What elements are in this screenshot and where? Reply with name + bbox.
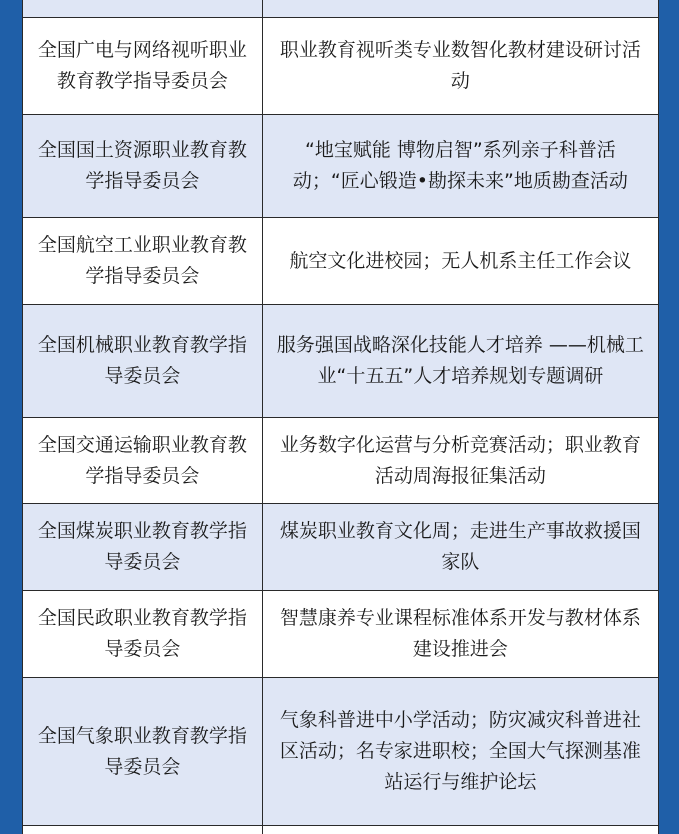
committee-activities-table [22,0,659,834]
committee-cell [23,218,263,305]
activities-cell [262,591,658,678]
table-row [23,18,659,115]
committee-name: 全国煤炭职业教育教学指导委员会 [37,520,247,573]
committee-cell [23,826,263,834]
table-row [23,504,659,591]
committee-name: 全国气象职业教育教学指导委员会 [37,724,247,778]
committee-name: 全国航空工业职业教育教学指导委员会 [37,234,247,287]
table-row [23,678,659,826]
activities-text: 气象科普进中小学活动；防灾减灾科普进社区活动；名专家进职校；全国大气探测基准站运行与维护论坛 [279,709,641,793]
committee-cell [23,591,263,678]
table-row [23,826,659,834]
committee-cell [23,0,263,18]
activities-cell [262,504,658,591]
activities-cell [262,115,658,218]
activities-text: 航空文化进校园；无人机系主任工作会议 [289,249,632,272]
committee-name: 全国国土资源职业教育教学指导委员会 [37,139,247,192]
table-row [23,591,659,678]
committee-name: 全国交通运输职业教育教学指导委员会 [37,433,247,487]
activities-cell [262,678,658,826]
activities-cell [262,218,658,305]
activities-text: 职业教育视听类专业数智化教材建设研讨活动 [279,39,641,92]
committee-name: 全国民政职业教育教学指导委员会 [37,607,247,660]
activities-cell [262,826,658,834]
table-row [23,0,659,18]
activities-text: 智慧康养专业课程标准体系开发与教材体系建设推进会 [279,607,641,660]
table-row [23,115,659,218]
table-row [23,305,659,418]
activities-text: 服务强国战略深化技能人才培养 ——机械工业“十五五”人才培养规划专题调研 [276,334,644,387]
activities-cell [262,418,658,504]
table-row [23,418,659,504]
committee-table-container [22,0,659,834]
committee-cell [23,504,263,591]
table-row [23,218,659,305]
committee-name: 全国机械职业教育教学指导委员会 [37,334,247,387]
activities-cell [262,305,658,418]
committee-cell [23,678,263,826]
committee-name: 全国广电与网络视听职业教育教学指导委员会 [37,39,247,92]
committee-cell [23,18,263,115]
activities-cell [262,18,658,115]
activities-text: 业务数字化运营与分析竞赛活动；职业教育活动周海报征集活动 [279,433,641,487]
activities-text: “地宝赋能 博物启智”系列亲子科普活动；“匠心锻造•勘探未来”地质勘查活动 [292,139,628,192]
committee-cell [23,418,263,504]
committee-cell [23,305,263,418]
activities-cell [262,0,658,18]
committee-cell [23,115,263,218]
activities-text: 煤炭职业教育文化周；走进生产事故救援国家队 [279,520,641,573]
